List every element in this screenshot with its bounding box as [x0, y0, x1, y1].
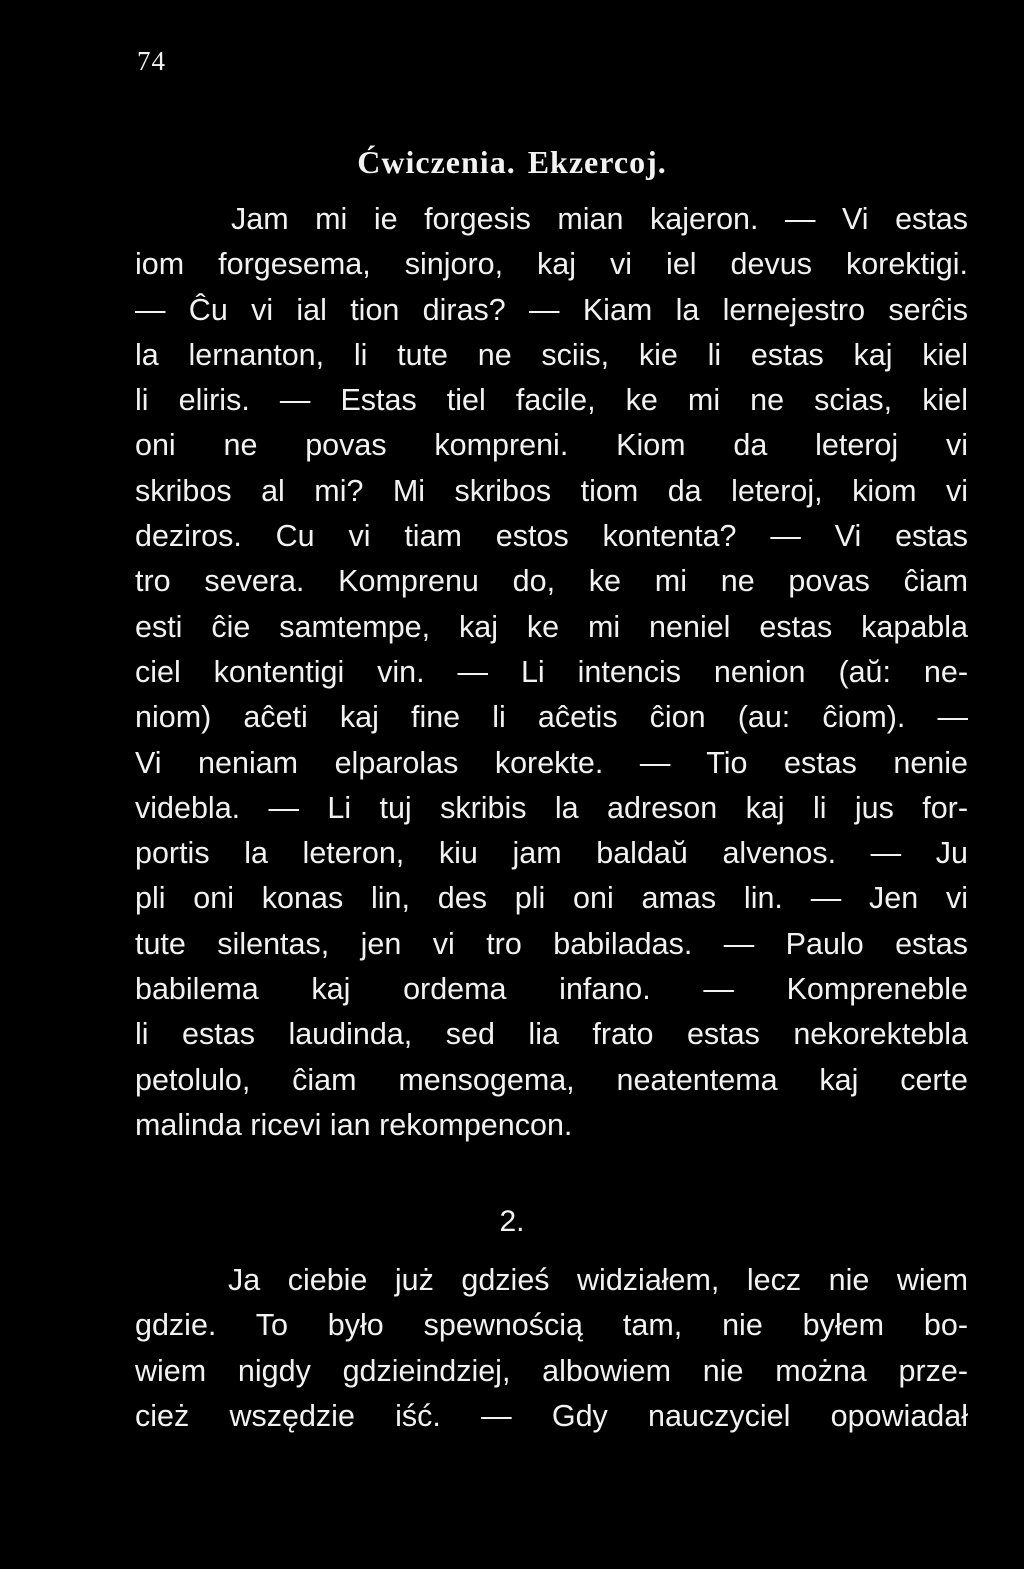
- text-line: videbla. — Li tuj skribis la adreson kaj li jus for-: [135, 790, 968, 825]
- page-heading: [0, 144, 1024, 181]
- text-line: cież wszędzie iść. — Gdy nauczyciel opowiadał: [135, 1398, 968, 1433]
- text-line: babilema kaj ordema infano. — Kompreneble: [135, 972, 968, 1007]
- text-line: deziros. Cu vi tiam estos kontenta? — Vi estas: [135, 519, 968, 554]
- text-line: Vi neniam elparolas korekte. — Tio estas nenie: [135, 745, 968, 780]
- heading-polish: Ćwiczenia.: [357, 144, 516, 180]
- text-line: iom forgesema, sinjoro, kaj vi iel devus korektigi.: [135, 247, 968, 282]
- text-line: gdzie. To było spewnością tam, nie byłem bo-: [135, 1308, 968, 1343]
- page-number: 74: [137, 46, 166, 76]
- text-line: Ja ciebie już gdzieś widziałem, lecz nie wiem: [228, 1263, 968, 1297]
- text-line: esti ĉie samtempe, kaj ke mi neniel estas kapabla: [135, 609, 968, 644]
- text-line: niom) aĉeti kaj fine li aĉetis ĉion (au: ĉiom). —: [135, 700, 968, 735]
- text-line: skribos al mi? Mi skribos tiom da leteroj, kiom vi: [135, 473, 968, 508]
- text-line: petolulo, ĉiam mensogema, neatentema kaj certe: [135, 1062, 968, 1097]
- heading-esperanto: Ekzercoj.: [527, 144, 667, 180]
- text-line: Jam mi ie forgesis mian kajeron. — Vi estas: [231, 202, 968, 236]
- text-line: — Ĉu vi ial tion diras? — Kiam la lernejestro serĉis: [135, 292, 968, 327]
- text-line: tute silentas, jen vi tro babiladas. — Paulo estas: [135, 926, 968, 961]
- text-line: oni ne povas kompreni. Kiom da leteroj vi: [135, 428, 968, 463]
- text-line: pli oni konas lin, des pli oni amas lin. — Jen vi: [135, 881, 968, 916]
- text-line: li eliris. — Estas tiel facile, ke mi ne scias, kiel: [135, 383, 968, 418]
- polish-exercise-text: [135, 1258, 968, 1439]
- text-line: tro severa. Komprenu do, ke mi ne povas ĉiam: [135, 564, 968, 599]
- text-line: wiem nigdy gdzieindziej, albowiem nie można prze-: [135, 1353, 968, 1388]
- text-line: la lernanton, li tute ne sciis, kie li estas kaj kiel: [135, 337, 968, 372]
- section-number: 2.: [499, 1205, 525, 1238]
- esperanto-exercise-text: [135, 197, 968, 1148]
- text-line: malinda ricevi ian rekompencon.: [135, 1107, 573, 1142]
- text-line: portis la leteron, kiu jam baldaŭ alvenos. — Ju: [135, 836, 968, 871]
- text-line: li estas laudinda, sed lia frato estas nekorektebla: [135, 1017, 968, 1052]
- text-line: ciel kontentigi vin. — Li intencis nenion (aŭ: ne-: [135, 654, 968, 689]
